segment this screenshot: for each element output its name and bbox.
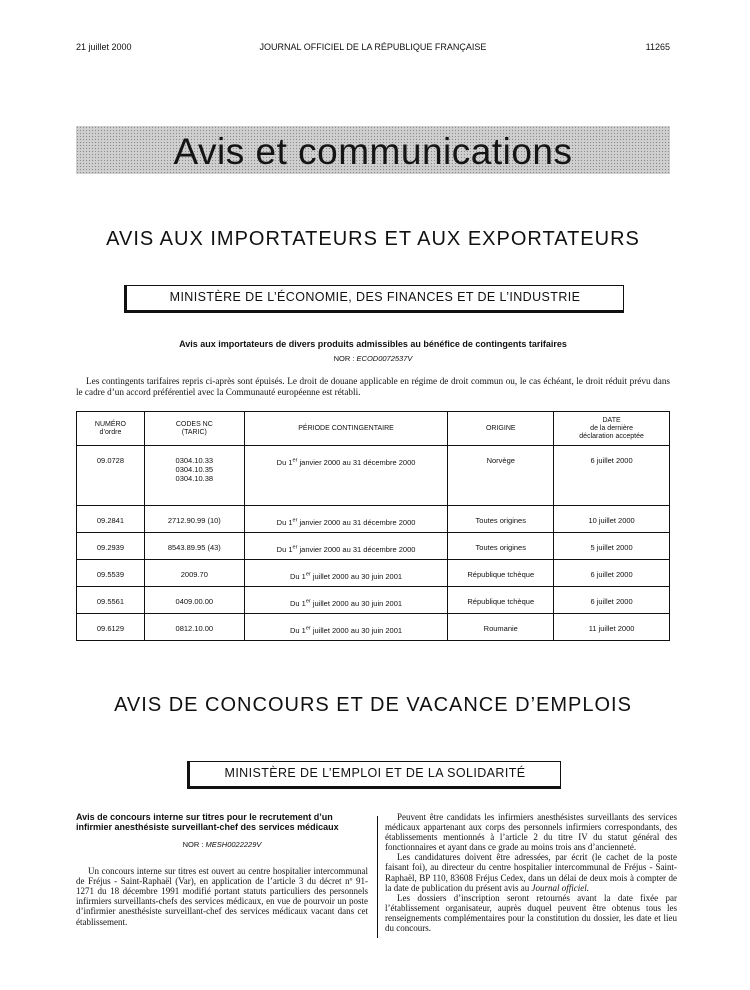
column-divider bbox=[377, 816, 378, 938]
cell-codes: 0812.10.00 bbox=[144, 614, 244, 641]
table-row bbox=[77, 446, 670, 506]
page-header bbox=[76, 42, 670, 56]
header-periode: PÉRIODE CONTINGENTAIRE bbox=[244, 412, 448, 446]
periode-text: Du 1er juillet 2000 au 30 juin 2001 bbox=[290, 598, 403, 608]
application-paragraph: Les candidatures doivent être adressées, par écrit (le cachet de la poste faisant foi), au directeur du centre hospitalier intercommunal de Fréjus - Saint-Raphaël, BP 110, 83608 Fréjus Cedex, dans un délai de deux mois à compter de la date de publication du présent avis au Journal officiel. bbox=[385, 852, 677, 893]
cell-codes: 0409.00.00 bbox=[144, 587, 244, 614]
concours-paragraph: Un concours interne sur titres est ouvert au centre hospitalier intercommunal de Fréjus - Saint-Raphaël (Var), en application de l’article 3 du décret nº 91-1271 du 18 décembre 1991 modifié portant statuts particuliers des personnels infirmiers surveillants-chefs des services médicaux, en vue de pourvoir un poste d’infirmier anesthésiste surveillant-chef des services médicaux vacant dans cet établissement. bbox=[76, 866, 368, 927]
periode-text: Du 1er juillet 2000 au 30 juin 2001 bbox=[290, 571, 403, 581]
cell-periode bbox=[244, 506, 448, 533]
cell-origine: République tchèque bbox=[448, 560, 554, 587]
concours-title: Avis de concours interne sur titres pour le recrutement d’un infirmier anesthésiste surveillant-chef des services médicaux bbox=[76, 812, 339, 832]
intro-paragraph: Les contingents tarifaires repris ci-après sont épuisés. Le droit de douane applicable en régime de droit commun ou, le cas échéant, le droit réduit prévu dans le cadre d’un accord préférentiel avec la Communauté européenne est rétabli. bbox=[76, 376, 670, 397]
ministry-box-emploi bbox=[187, 761, 561, 789]
table-row bbox=[77, 614, 670, 641]
cell-codes: 2712.90.99 (10) bbox=[144, 506, 244, 533]
cell-numero: 09.2841 bbox=[77, 506, 145, 533]
nor-reference bbox=[76, 354, 670, 363]
table-header-row bbox=[77, 412, 670, 446]
cell-codes: 0304.10.33 0304.10.35 0304.10.38 bbox=[144, 446, 244, 506]
cell-origine: Roumanie bbox=[448, 614, 554, 641]
avis-title: Avis aux importateurs de divers produits admissibles au bénéfice de contingents tarifaires bbox=[179, 339, 567, 349]
cell-periode bbox=[244, 446, 448, 506]
cell-codes: 2009.70 bbox=[144, 560, 244, 587]
right-column bbox=[385, 812, 677, 933]
cell-date: 6 juillet 2000 bbox=[554, 587, 670, 614]
banner-title: Avis et communications bbox=[173, 131, 573, 172]
journal-title: JOURNAL OFFICIEL DE LA RÉPUBLIQUE FRANÇAISE bbox=[259, 42, 487, 52]
cell-numero: 09.5539 bbox=[77, 560, 145, 587]
cell-origine: Toutes origines bbox=[448, 506, 554, 533]
cell-numero: 09.0728 bbox=[77, 446, 145, 506]
eligibility-paragraph: Peuvent être candidats les infirmiers anesthésistes surveillants des services médicaux appartenant aux corps des personnels infirmiers correspondants, des établissements mentionnés à l’article 2 du titre IV du statut général des fonctionnaires et ayant dans ce grade au moins trois ans d’ancienneté. bbox=[385, 812, 677, 853]
periode-text: Du 1er janvier 2000 au 31 décembre 2000 bbox=[276, 517, 416, 527]
left-column bbox=[76, 812, 368, 927]
nor-code: MESH0022229V bbox=[205, 840, 262, 849]
nor-label: NOR : bbox=[333, 354, 355, 363]
periode-text: Du 1er juillet 2000 au 30 juin 2001 bbox=[290, 625, 403, 635]
cell-date: 10 juillet 2000 bbox=[554, 506, 670, 533]
table-row bbox=[77, 587, 670, 614]
concours-nor bbox=[76, 840, 368, 850]
contingents-table bbox=[76, 411, 670, 641]
journal-reference: Journal officiel. bbox=[531, 882, 589, 893]
nor-code: ECOD0072537V bbox=[356, 354, 413, 363]
cell-date: 6 juillet 2000 bbox=[554, 446, 670, 506]
cell-codes: 8543.89.95 (43) bbox=[144, 533, 244, 560]
section-title-importateurs: AVIS AUX IMPORTATEURS ET AUX EXPORTATEURS bbox=[106, 228, 640, 250]
cell-periode bbox=[244, 560, 448, 587]
cell-periode bbox=[244, 614, 448, 641]
header-numero: NUMÉRO d’ordre bbox=[77, 412, 145, 446]
header-origine: ORIGINE bbox=[448, 412, 554, 446]
section-banner bbox=[76, 126, 670, 174]
header-date: DATE de la dernière déclaration acceptée bbox=[554, 412, 670, 446]
page-number: 11265 bbox=[645, 42, 670, 52]
ministry-label: MINISTÈRE DE L’EMPLOI ET DE LA SOLIDARITÉ bbox=[224, 766, 526, 780]
table-row bbox=[77, 506, 670, 533]
table-row bbox=[77, 533, 670, 560]
periode-text: Du 1er janvier 2000 au 31 décembre 2000 bbox=[276, 457, 416, 467]
cell-date: 11 juillet 2000 bbox=[554, 614, 670, 641]
cell-numero: 09.6129 bbox=[77, 614, 145, 641]
cell-date: 5 juillet 2000 bbox=[554, 533, 670, 560]
nor-label: NOR : bbox=[182, 840, 204, 849]
cell-date: 6 juillet 2000 bbox=[554, 560, 670, 587]
cell-numero: 09.5561 bbox=[77, 587, 145, 614]
dossier-paragraph: Les dossiers d’inscription seront retournés avant la date fixée par l’établissement organisateur, auprès duquel peuvent être obtenus tous les renseignements complémentaires pour la constitution du dossier, les date et lieu du concours. bbox=[385, 892, 677, 934]
table-row bbox=[77, 560, 670, 587]
ministry-box-economie bbox=[124, 285, 624, 313]
ministry-label: MINISTÈRE DE L’ÉCONOMIE, DES FINANCES ET DE L’INDUSTRIE bbox=[169, 290, 581, 304]
cell-periode bbox=[244, 587, 448, 614]
cell-origine: République tchèque bbox=[448, 587, 554, 614]
periode-text: Du 1er janvier 2000 au 31 décembre 2000 bbox=[276, 544, 416, 554]
issue-date: 21 juillet 2000 bbox=[76, 42, 132, 52]
header-codes: CODES NC (TARIC) bbox=[144, 412, 244, 446]
cell-periode bbox=[244, 533, 448, 560]
cell-origine: Toutes origines bbox=[448, 533, 554, 560]
cell-numero: 09.2939 bbox=[77, 533, 145, 560]
cell-origine: Norvège bbox=[448, 446, 554, 506]
section-title-concours: AVIS DE CONCOURS ET DE VACANCE D’EMPLOIS bbox=[114, 694, 632, 716]
